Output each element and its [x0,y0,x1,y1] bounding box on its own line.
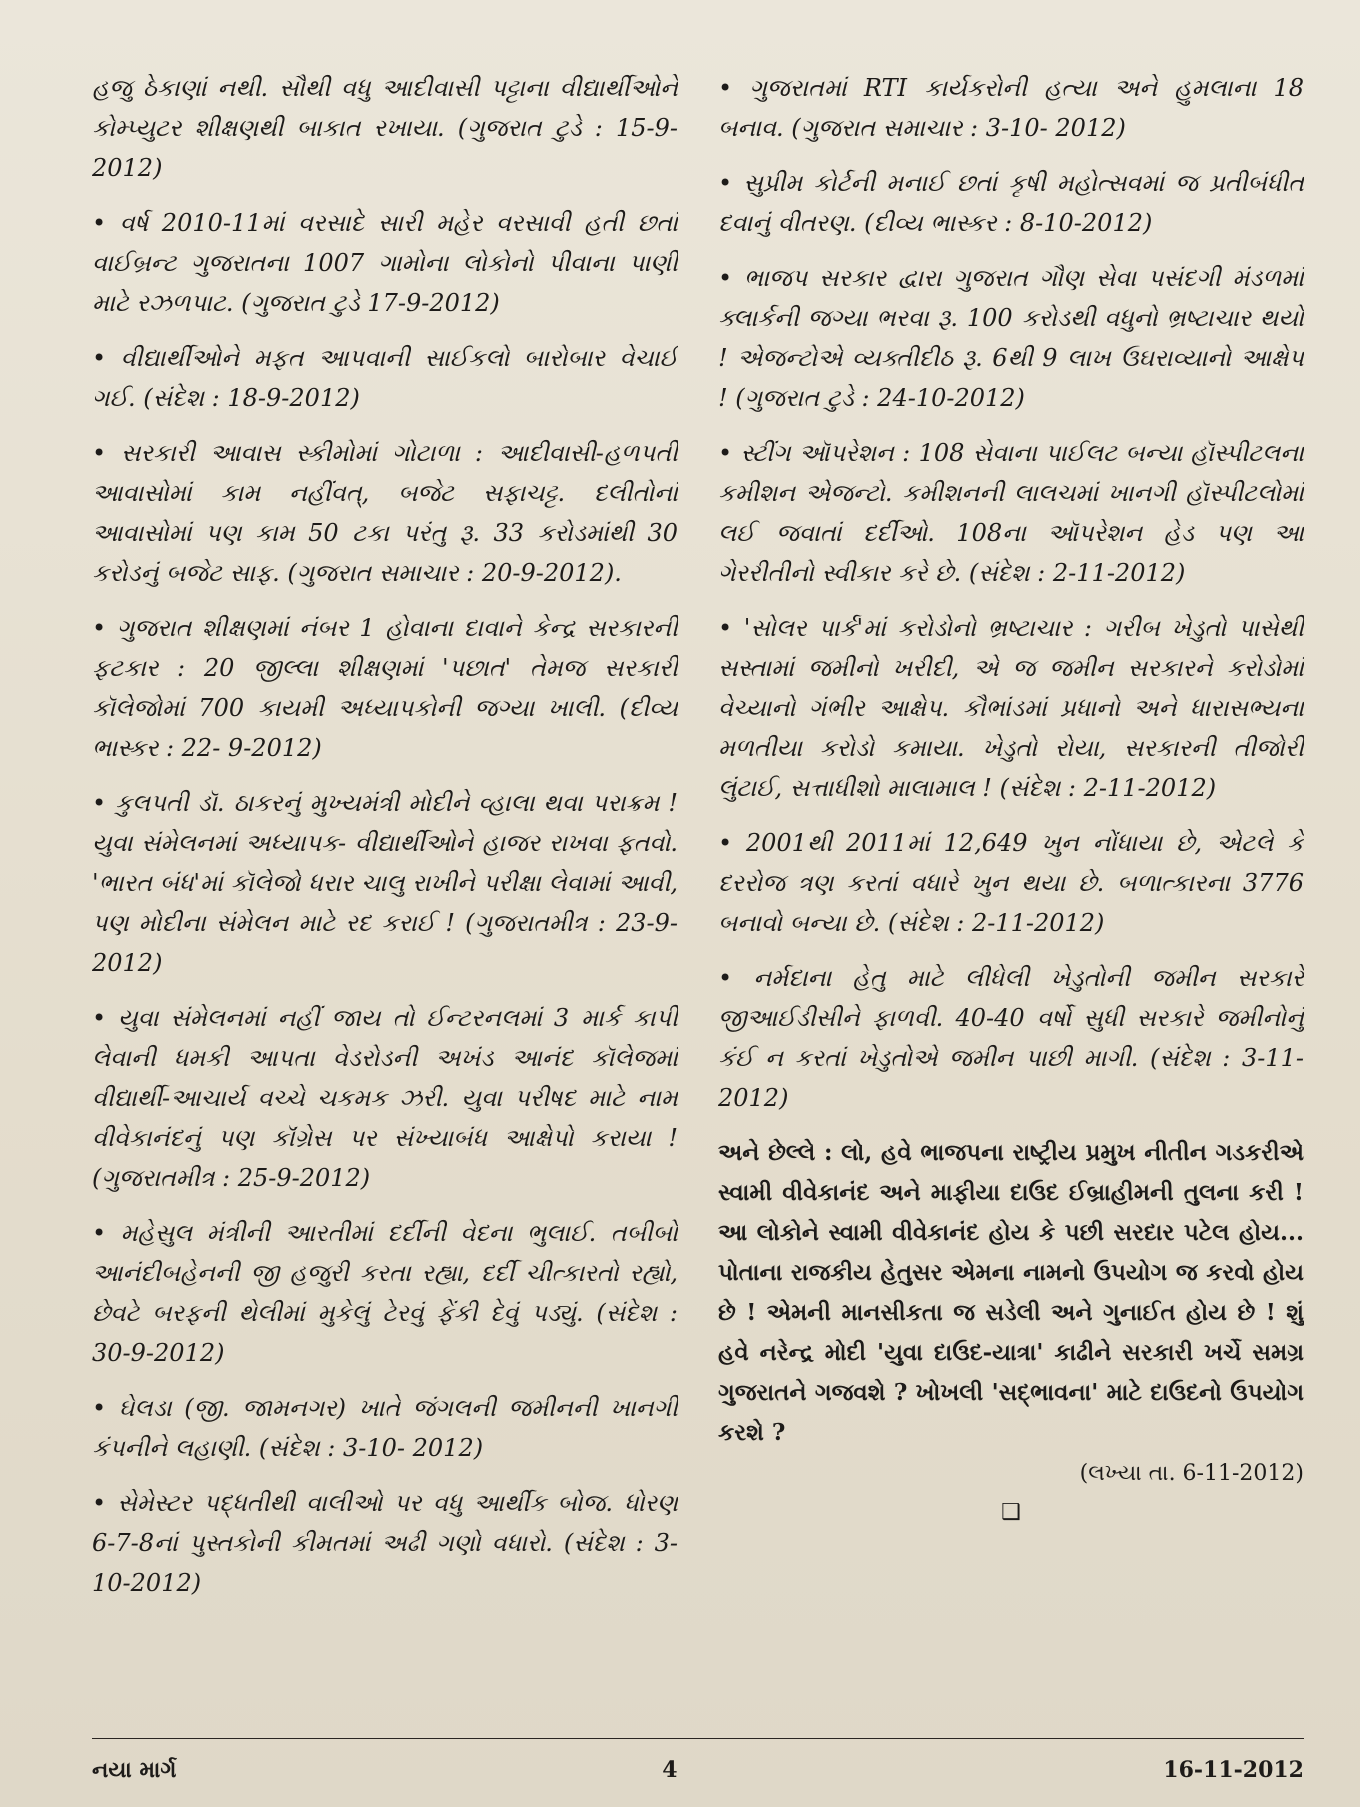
news-item: • ગુજરાત શીક્ષણમાં નંબર 1 હોવાના દાવાને કેન્દ્ર સરકારની ફટકાર : 20 જીલ્લા શીક્ષણમાં 'પછાત' તેમજ સરકારી કૉલેજોમાં 700 કાયમી અધ્યાપકોની જગ્યા ખાલી. (દીવ્ય ભાસ્કર : 22- 9-2012) [92,614,678,762]
news-item: • સરકારી આવાસ સ્કીમોમાં ગોટાળા : આદીવાસી-હળપતી આવાસોમાં કામ નહીંવત્, બજેટ સફાચટ્ટ. દલીતોનાં આવાસોમાં પણ કામ 50 ટકા પરંતુ રૂ. 33 કરોડમાંથી 30 કરોડનું બજેટ સાફ. (ગુજરાત સમાચાર : 20-9-2012). [92,439,678,587]
text-columns [92,68,1304,1708]
closing-paragraph: અને છેલ્લે : લો, હવે ભાજપના રાષ્ટ્રીય પ્રમુખ નીતીન ગડકરીએ સ્વામી વીવેકાનંદ અને માફીયા દાઉદ ઈબ્રાહીમની તુલના કરી ! આ લોકોને સ્વામી વીવેકાનંદ હોય કે પછી સરદાર પટેલ હોય... પોતાના રાજકીય હેતુસર એમના નામનો ઉપયોગ જ કરવો હોય છે ! એમની માનસીકતા જ સડેલી અને ગુનાઈત હોય છે ! શું હવે નરેન્દ્ર મોદી 'યુવા દાઉદ-યાત્રા' કાઢીને સરકારી ખર્ચે સમગ્ર ગુજરાતને ગજવશે ? ખોખલી 'સદ્ભાવના' માટે દાઉદનો ઉપયોગ કરશે ? [718,1139,1304,1446]
news-item: • મહેસુલ મંત્રીની આરતીમાં દર્દીની વેદના ભુલાઈ. તબીબો આનંદીબહેનની જી હજુરી કરતા રહ્યા, દર્દી ચીત્કારતો રહ્યો, છેવટે બરફની થેલીમાં મુકેલું ટેરવું ફેંકી દેવું પડ્યું. (સંદેશ : 30-9-2012) [92,1219,678,1367]
left-column [92,68,678,1708]
news-item: • યુવા સંમેલનમાં નહીં જાય તો ઈન્ટરનલમાં 3 માર્ક કાપી લેવાની ધમકી આપતા વેડરોડની અખંડ આનંદ કૉલેજમાં વીદ્યાર્થી-આચાર્ય વચ્ચે ચકમક ઝરી. યુવા પરીષદ માટે નામ વીવેકાનંદનું પણ કૉંગ્રેસ પર સંખ્યાબંધ આક્ષેપો કરાયા ! (ગુજરાતમીત્ર : 25-9-2012) [92,1004,678,1192]
publication-name: નયા માર્ગ [92,1757,177,1783]
news-item: • સ્ટીંગ ઑપરેશન : 108 સેવાના પાઈલટ બન્યા હૉસ્પીટલના કમીશન એજન્ટો. કમીશનની લાલચમાં ખાનગી હૉસ્પીટલોમાં લઈ જવાતાં દર્દીઓ. 108ના ઑપરેશન હેડ પણ આ ગેરરીતીનો સ્વીકાર કરે છે. (સંદેશ : 2-11-2012) [718,439,1304,587]
page-number: 4 [662,1757,678,1783]
news-item: હજુ ઠેકાણાં નથી. સૌથી વધુ આદીવાસી પટ્ટાના વીદ્યાર્થીઓને કોમ્પ્યુટર શીક્ષણથી બાકાત રખાયા. (ગુજરાત ટુડે : 15-9-2012) [92,74,678,182]
news-item: • સેમેસ્ટર પદ્ધતીથી વાલીઓ પર વધુ આર્થીક બોજ. ધોરણ 6-7-8નાં પુસ્તકોની કીમતમાં અઢી ગણો વધારો. (સંદેશ : 3-10-2012) [92,1489,678,1597]
news-item: • ભાજપ સરકાર દ્વારા ગુજરાત ગૌણ સેવા પસંદગી મંડળમાં ક્લાર્કની જગ્યા ભરવા રૂ. 100 કરોડથી વધુનો ભ્રષ્ટાચાર થયો ! એજન્ટોએ વ્યક્તીદીઠ રૂ. 6થી 9 લાખ ઉઘરાવ્યાનો આક્ષેપ ! (ગુજરાત ટુડે : 24-10-2012) [718,264,1304,412]
article-dateline: (લખ્યા તા. 6-11-2012) [1079,1461,1304,1486]
news-item: • વીદ્યાર્થીઓને મફત આપવાની સાઈકલો બારોબાર વેચાઈ ગઈ. (સંદેશ : 18-9-2012) [92,344,678,412]
news-item: • ઘેલડા (જી. જામનગર) ખાતે જંગલની જમીનની ખાનગી કંપનીને લહાણી. (સંદેશ : 3-10- 2012) [92,1394,678,1462]
issue-date: 16-11-2012 [1163,1757,1304,1783]
end-of-article-icon: ❑ [1001,1500,1021,1525]
news-item: • ગુજરાતમાં RTI કાર્યકરોની હત્યા અને હુમલાના 18 બનાવ. (ગુજરાત સમાચાર : 3-10- 2012) [718,74,1304,142]
news-item: • વર્ષ 2010-11માં વરસાદે સારી મહેર વરસાવી હતી છતાં વાઈબ્રન્ટ ગુજરાતના 1007 ગામોના લોકોનો પીવાના પાણી માટે રઝળપાટ. (ગુજરાત ટુડે 17-9-2012) [92,209,678,317]
news-item: • 'સોલર પાર્ક'માં કરોડોનો ભ્રષ્ટાચાર : ગરીબ ખેડુતો પાસેથી સસ્તામાં જમીનો ખરીદી, એ જ જમીન સરકારને કરોડોમાં વેચ્યાનો ગંભીર આક્ષેપ. કૌભાંડમાં પ્રધાનો અને ધારાસભ્યના મળતીયા કરોડો કમાયા. ખેડુતો રોયા, સરકારની તીજોરી લુંટાઈ, સત્તાધીશો માલામાલ ! (સંદેશ : 2-11-2012) [718,614,1304,802]
news-item: • નર્મદાના હેતુ માટે લીધેલી ખેડુતોની જમીન સરકારે જીઆઈડીસીને ફાળવી. 40-40 વર્ષો સુધી સરકારે જમીનોનું કંઈ ન કરતાં ખેડુતોએ જમીન પાછી માગી. (સંદેશ : 3-11-2012) [718,964,1304,1112]
page-footer [92,1738,1304,1783]
news-item: • 2001થી 2011માં 12,649 ખુન નોંધાયા છે, એટલે કે દરરોજ ત્રણ કરતાં વધારે ખુન થયા છે. બળાત્કારના 3776 બનાવો બન્યા છે. (સંદેશ : 2-11-2012) [718,829,1304,937]
news-item: • સુપ્રીમ કોર્ટની મનાઈ છતાં કૃષી મહોત્સવમાં જ પ્રતીબંધીત દવાનું વીતરણ. (દીવ્ય ભાસ્કર : 8-10-2012) [718,169,1304,237]
right-column [718,68,1304,1708]
news-item: • કુલપતી ડૉ. ઠાકરનું મુખ્યમંત્રી મોદીને વ્હાલા થવા પરાક્રમ ! યુવા સંમેલનમાં અધ્યાપક- વીદ્યાર્થીઓને હાજર રાખવા ફતવો. 'ભારત બંધ'માં કૉલેજો ધરાર ચાલુ રાખીને પરીક્ષા લેવામાં આવી, પણ મોદીના સંમેલન માટે રદ કરાઈ ! (ગુજરાતમીત્ર : 23-9-2012) [92,789,678,977]
